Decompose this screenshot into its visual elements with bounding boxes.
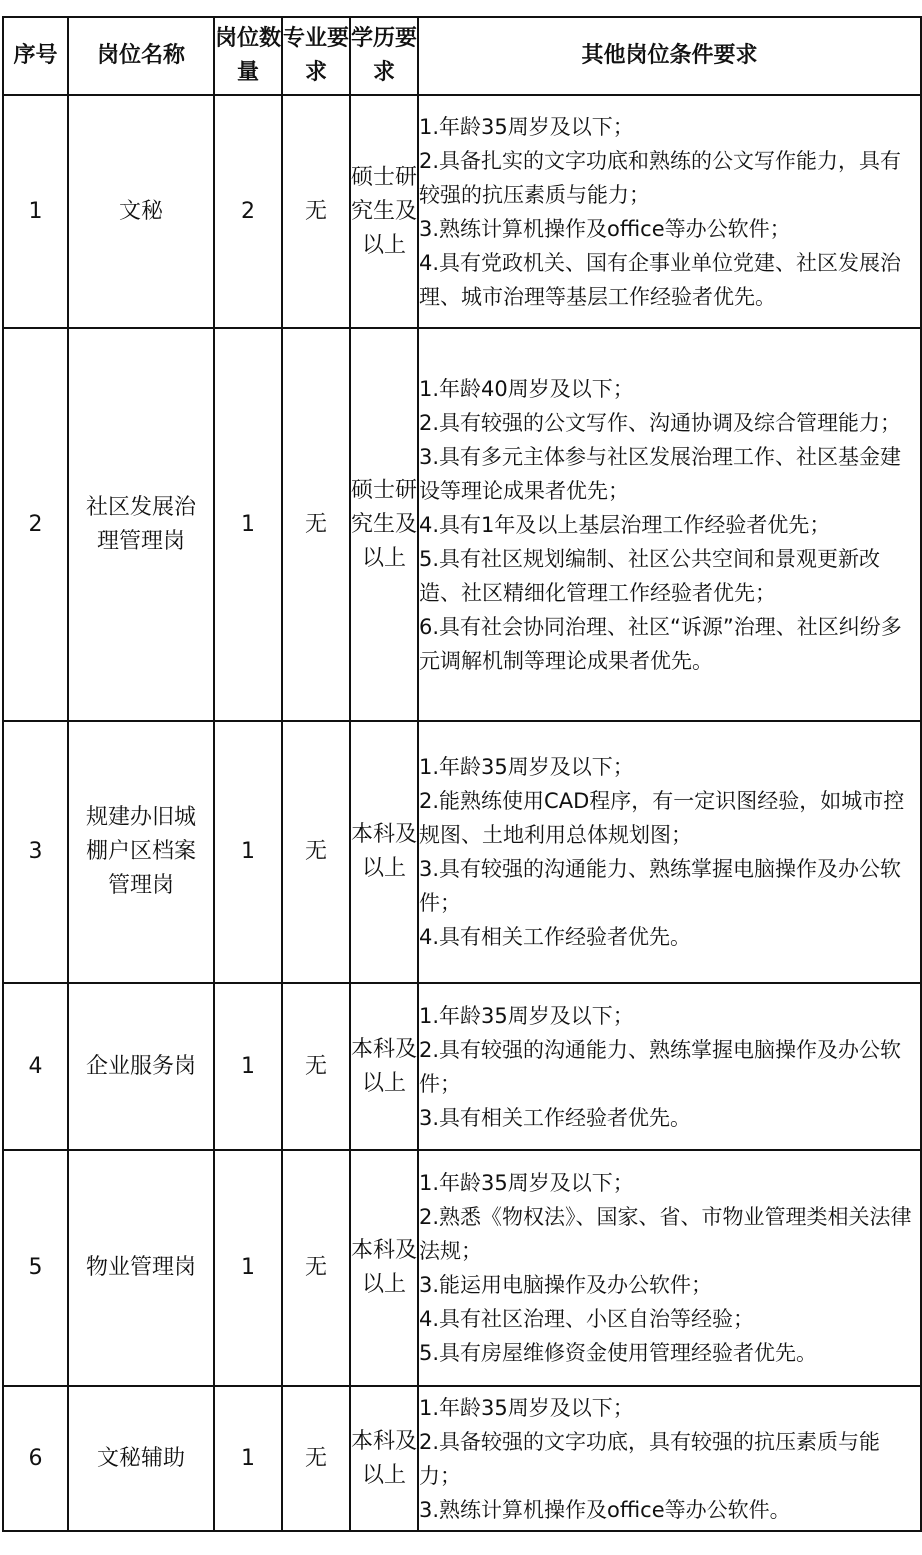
cell-index: 2 bbox=[3, 328, 68, 721]
table-header-row bbox=[3, 17, 921, 95]
cell-index: 6 bbox=[3, 1386, 68, 1531]
cell-education-req: 本科及以上 bbox=[350, 1386, 418, 1531]
requirement-item: 3.具有较强的沟通能力、熟练掌握电脑操作及办公软件； bbox=[419, 857, 902, 915]
cell-education-req: 本科及以上 bbox=[350, 721, 418, 983]
requirement-item: 3.熟练计算机操作及office等办公软件； bbox=[419, 216, 791, 241]
cell-position-name: 企业服务岗 bbox=[68, 983, 214, 1150]
header-education-req: 学历要求 bbox=[350, 17, 418, 95]
table-row bbox=[3, 95, 921, 328]
requirement-item: 2.具备较强的文字功底，具有较强的抗压素质与能力； bbox=[419, 1429, 881, 1488]
cell-headcount: 1 bbox=[214, 983, 282, 1150]
requirement-item: 2.具有较强的公文写作、沟通协调及综合管理能力； bbox=[419, 410, 902, 435]
table-row bbox=[3, 983, 921, 1150]
table-row bbox=[3, 1150, 921, 1386]
cell-major-req: 无 bbox=[282, 1386, 350, 1531]
cell-major-req: 无 bbox=[282, 95, 350, 328]
cell-other-req bbox=[418, 721, 921, 983]
requirement-item: 1.年龄40周岁及以下； bbox=[419, 376, 634, 401]
requirement-item: 2.具备扎实的文字功底和熟练的公文写作能力，具有较强的抗压素质与能力； bbox=[419, 148, 902, 207]
cell-education-req: 硕士研究生及以上 bbox=[350, 328, 418, 721]
cell-headcount: 1 bbox=[214, 328, 282, 721]
cell-major-req: 无 bbox=[282, 1150, 350, 1386]
requirement-item: 1.年龄35周岁及以下； bbox=[419, 755, 634, 779]
header-position-name: 岗位名称 bbox=[68, 17, 214, 95]
cell-education-req: 本科及以上 bbox=[350, 1150, 418, 1386]
requirement-item: 6.具有社会协同治理、社区“诉源”治理、社区纠纷多元调解机制等理论成果者优先。 bbox=[419, 614, 902, 673]
cell-education-req: 硕士研究生及以上 bbox=[350, 95, 418, 328]
cell-headcount: 2 bbox=[214, 95, 282, 328]
cell-position-name: 物业管理岗 bbox=[68, 1150, 214, 1386]
requirement-item: 2.能熟练使用CAD程序，有一定识图经验，如城市控规图、土地利用总体规划图； bbox=[419, 789, 905, 847]
cell-headcount: 1 bbox=[214, 721, 282, 983]
cell-position-name: 文秘辅助 bbox=[68, 1386, 214, 1531]
cell-major-req: 无 bbox=[282, 328, 350, 721]
cell-major-req: 无 bbox=[282, 983, 350, 1150]
cell-index: 3 bbox=[3, 721, 68, 983]
requirement-item: 1.年龄35周岁及以下； bbox=[419, 1171, 634, 1195]
cell-position-name: 社区发展治理管理岗 bbox=[68, 328, 214, 721]
cell-index: 1 bbox=[3, 95, 68, 328]
cell-position-name: 文秘 bbox=[68, 95, 214, 328]
requirement-item: 1.年龄35周岁及以下； bbox=[419, 1003, 634, 1028]
requirement-item: 2.熟悉《物权法》、国家、省、市物业管理类相关法律法规； bbox=[419, 1205, 912, 1263]
table-row bbox=[3, 721, 921, 983]
cell-index: 4 bbox=[3, 983, 68, 1150]
cell-position-name: 规建办旧城棚户区档案管理岗 bbox=[68, 721, 214, 983]
requirement-item: 4.具有相关工作经验者优先。 bbox=[419, 925, 692, 949]
header-other-req: 其他岗位条件要求 bbox=[418, 17, 921, 95]
requirement-item: 3.具有相关工作经验者优先。 bbox=[419, 1105, 692, 1130]
requirement-item: 4.具有社区治理、小区自治等经验； bbox=[419, 1307, 755, 1331]
cell-other-req bbox=[418, 95, 921, 328]
job-requirements-table bbox=[2, 16, 922, 1532]
table-row bbox=[3, 328, 921, 721]
requirement-item: 3.具有多元主体参与社区发展治理工作、社区基金建设等理论成果者优先； bbox=[419, 444, 902, 503]
requirement-item: 4.具有1年及以上基层治理工作经验者优先； bbox=[419, 512, 831, 537]
table-row bbox=[3, 1386, 921, 1531]
cell-index: 5 bbox=[3, 1150, 68, 1386]
cell-education-req: 本科及以上 bbox=[350, 983, 418, 1150]
cell-other-req bbox=[418, 1386, 921, 1531]
cell-major-req: 无 bbox=[282, 721, 350, 983]
cell-other-req bbox=[418, 983, 921, 1150]
header-index: 序号 bbox=[3, 17, 68, 95]
requirement-item: 3.熟练计算机操作及office等办公软件。 bbox=[419, 1497, 791, 1522]
header-headcount: 岗位数量 bbox=[214, 17, 282, 95]
cell-headcount: 1 bbox=[214, 1386, 282, 1531]
requirement-item: 5.具有社区规划编制、社区公共空间和景观更新改造、社区精细化管理工作经验者优先； bbox=[419, 546, 881, 605]
requirement-item: 5.具有房屋维修资金使用管理经验者优先。 bbox=[419, 1341, 818, 1365]
cell-headcount: 1 bbox=[214, 1150, 282, 1386]
requirement-item: 4.具有党政机关、国有企事业单位党建、社区发展治理、城市治理等基层工作经验者优先。 bbox=[419, 250, 902, 309]
requirement-item: 1.年龄35周岁及以下； bbox=[419, 114, 634, 139]
cell-other-req bbox=[418, 1150, 921, 1386]
header-major-req: 专业要求 bbox=[282, 17, 350, 95]
requirement-item: 3.能运用电脑操作及办公软件； bbox=[419, 1273, 713, 1297]
cell-other-req bbox=[418, 328, 921, 721]
requirement-item: 1.年龄35周岁及以下； bbox=[419, 1395, 634, 1420]
requirement-item: 2.具有较强的沟通能力、熟练掌握电脑操作及办公软件； bbox=[419, 1037, 902, 1096]
